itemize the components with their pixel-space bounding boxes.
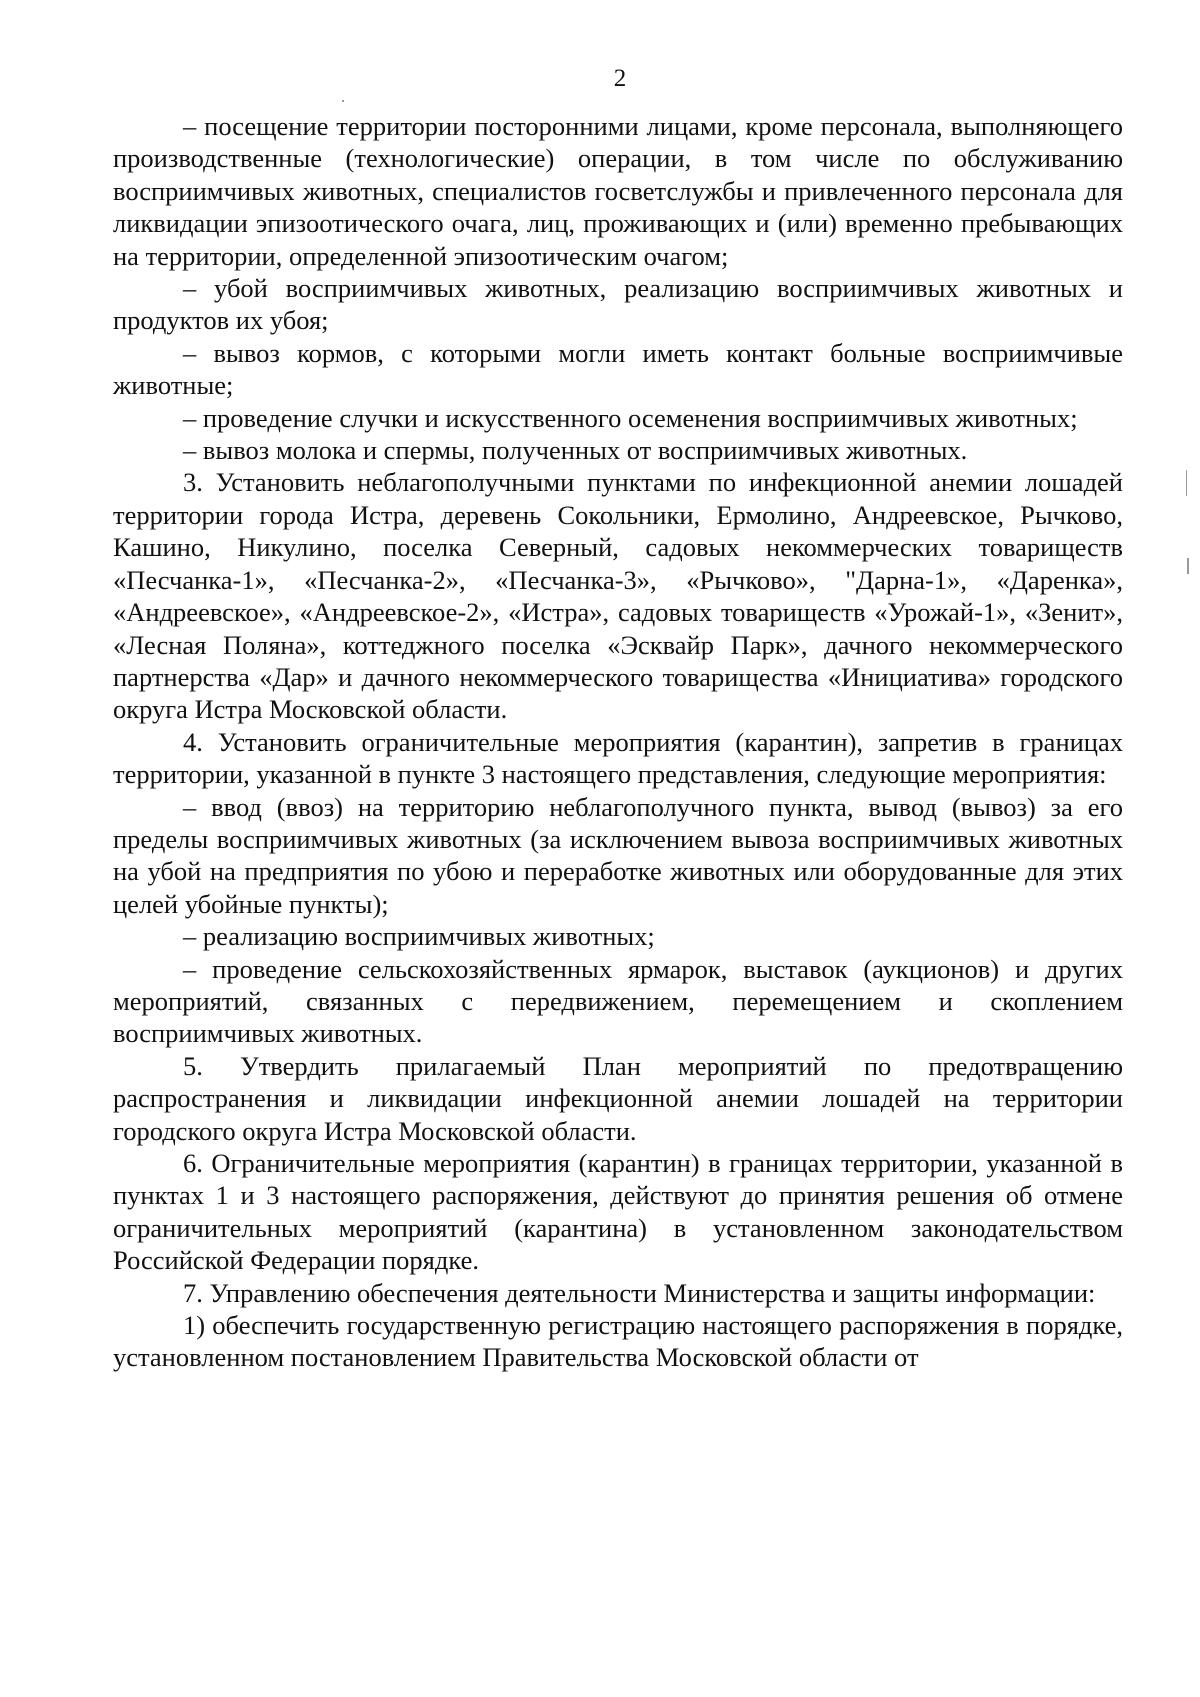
- paragraph-item-3: 3. Установить неблагополучными пунктами по инфекционной анемии лошадей территории города Истра, деревень Сокольники, Ермолино, Андреевское, Рычково, Кашино, Никулино, поселка Северный, садовых некоммерческих товариществ «Песчанка-1», «Песчанка-2», «Песчанка-3», «Рычково», "Дарна-1», «Даренка», «Андреевское», «Андреевское-2», «Истра», садовых товариществ «Урожай-1», «Зенит», «Лесная Поляна», коттеджного поселка «Эсквайр Парк», дачного некоммерческого партнерства «Дар» и дачного некоммерческого товарищества «Инициатива» городского округа Истра Московской области.: [113, 467, 1123, 725]
- paragraph-animal-transfer-ban: – ввод (ввоз) на территорию неблагополучного пункта, вывод (вывоз) за его пределы восприимчивых животных (за исключением вывоза восприимчивых животных на убой на предприятия по убою и переработке животных или оборудованные для этих целей убойные пункты);: [113, 791, 1123, 919]
- paragraph-item-7: 7. Управлению обеспечения деятельности Министерства и защиты информации:: [183, 1277, 1096, 1308]
- document-body: [113, 110, 1123, 1374]
- paragraph-item-5: 5. Утвердить прилагаемый План мероприятий по предотвращению распространения и ликвидации инфекционной анемии лошадей на территории городского округа Истра Московской области.: [113, 1050, 1123, 1146]
- page-number: 2: [613, 65, 627, 92]
- paragraph-breeding-ban: – проведение случки и искусственного осеменения восприимчивых животных;: [183, 402, 1078, 433]
- scan-margin-mark: [1187, 558, 1189, 574]
- paragraph-feed-removal-ban: – вывоз кормов, с которыми могли иметь контакт больные восприимчивые животные;: [113, 337, 1123, 401]
- scan-margin-mark: [1186, 470, 1187, 496]
- paragraph-item-7-1: 1) обеспечить государственную регистрацию настоящего распоряжения в порядке, установленном постановлением Правительства Московской области от: [113, 1310, 1123, 1373]
- paragraph-item-4: 4. Установить ограничительные мероприятия (карантин), запретив в границах территории, указанной в пункте 3 настоящего представления, следующие мероприятия:: [113, 726, 1123, 790]
- paragraph-fair-ban: – проведение сельскохозяйственных ярмарок, выставок (аукционов) и других мероприятий, связанных с передвижением, перемещением и скоплением восприимчивых животных.: [113, 953, 1123, 1049]
- paragraph-animal-sale-ban: – реализацию восприимчивых животных;: [183, 921, 655, 952]
- paragraph-milk-removal-ban: – вывоз молока и спермы, полученных от восприимчивых животных.: [183, 435, 968, 466]
- scan-speck: [342, 100, 344, 102]
- paragraph-slaughter-ban: – убой восприимчивых животных, реализацию восприимчивых животных и продуктов их убоя;: [113, 273, 1123, 336]
- paragraph-visit-ban: – посещение территории посторонними лицами, кроме персонала, выполняющего производственные (технологические) операции, в том числе по обслуживанию восприимчивых животных, специалистов госветслужбы и привлеченного персонала для ликвидации эпизоотического очага, лиц, проживающих и (или) временно пребывающих на территории, определенной эпизоотическим очагом;: [113, 111, 1123, 271]
- paragraph-item-6: 6. Ограничительные мероприятия (карантин) в границах территории, указанной в пунктах 1 и 3 настоящего распоряжения, действуют до принятия решения об отмене ограничительных мероприятий (карантина) в установленном законодательством Российской Федерации порядке.: [113, 1148, 1123, 1276]
